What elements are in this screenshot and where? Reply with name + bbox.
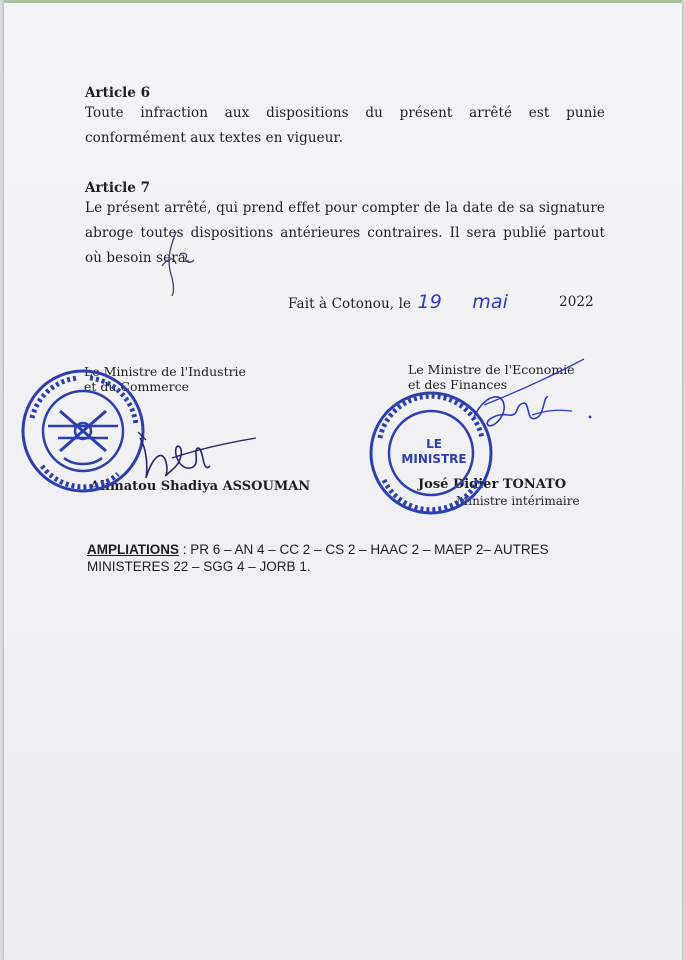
ampliations-text: : PR 6 – AN 4 – CC 2 – CS 2 – HAAC 2 – MAEP 2– AUTRES MINISTERES 22 – SGG 4 – JORB 1. [87, 542, 549, 574]
place-date-line [288, 292, 608, 314]
place-date-prefix: Fait à Cotonou, le [288, 296, 412, 312]
date-month: mai [472, 291, 509, 313]
date-year: 2022 [559, 294, 594, 310]
right-signature [444, 355, 604, 445]
left-signatory-name: Alimatou Shadiya ASSOUMAN [90, 479, 311, 494]
article-7-text: Le présent arrêté, qui prend effet pour compter de la date de sa signature abroge toutes dispositions antérieures contraires. Il sera publié partout où besoin sera. [85, 200, 605, 266]
article-6-heading: Article 6 [85, 85, 150, 101]
left-title-line1: Le Ministre de l'Industrie [84, 364, 246, 379]
article-7-heading: Article 7 [85, 180, 150, 196]
right-title-line2: et des Finances [408, 377, 508, 392]
scan-edge [4, 0, 682, 3]
ampliations-label: AMPLIATIONS [87, 542, 179, 557]
ministry-industry-stamp [18, 366, 148, 496]
right-signatory-name: José Didier TONATO [418, 477, 567, 492]
article-6-text: Toute infraction aux dispositions du présent arrêté est punie conformément aux textes en vigueur. [85, 105, 605, 146]
ampliations [87, 541, 617, 575]
stamp-line2: MINISTRE [401, 452, 467, 466]
right-signatory-subtitle: Ministre intérimaire [456, 494, 580, 508]
initials-mark [154, 228, 204, 298]
left-signature [132, 418, 262, 488]
date-day: 19 [417, 291, 442, 313]
document-page [4, 0, 682, 960]
right-title-line1: Le Ministre de l'Economie [408, 362, 575, 377]
stamp-line1: LE [426, 437, 442, 451]
left-title-line2: et du Commerce [84, 379, 189, 394]
